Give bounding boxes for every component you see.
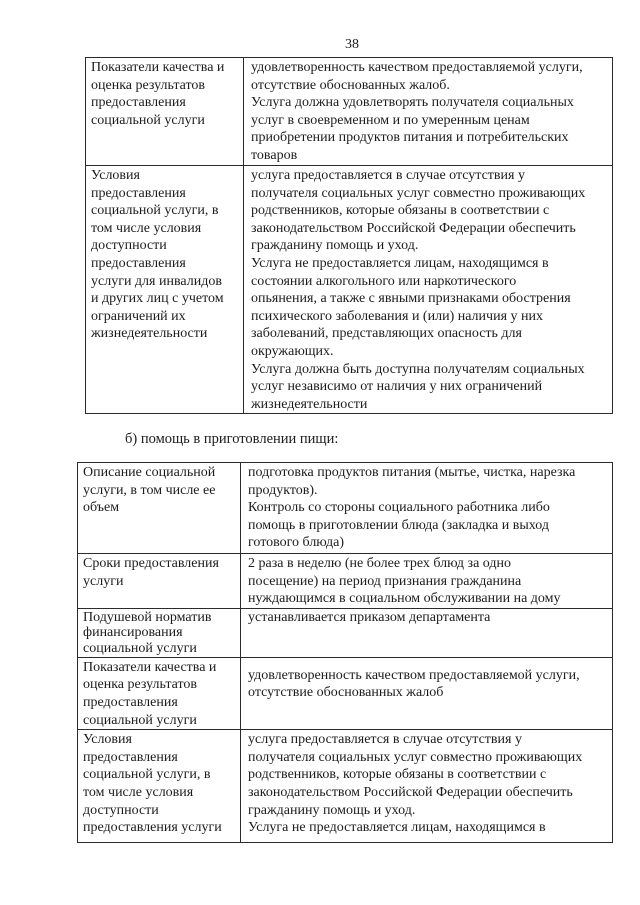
row-label: Описание социальной услуги, в том числе ее объем [78,463,241,554]
service-table-continued [85,57,613,414]
table-row-conditions [78,730,613,843]
table-row-terms [78,554,613,609]
row-label: Показатели качества и оценка результатов предоставления социальной услуги [78,657,241,729]
section-heading: б) помощь в приготовлении пищи: [125,431,339,447]
page-number: 38 [345,37,359,52]
table-row-quality-indicators [78,657,613,729]
row-label: Условия предоставления социальной услуги, в том числе условия доступности предоставления услуги [78,730,241,843]
row-label: Условия предоставления социальной услуги, в том числе условия доступности предоставления услуги для инвалидов и других лиц с учетом ограничений их жизнедеятельности [86,166,244,414]
table-row-funding-norm [78,608,613,657]
row-value: 2 раза в неделю (не более трех блюд за одно посещение) на период признания гражданина нуждающимся в социальном обслуживании на дому [241,554,613,609]
row-value: услуга предоставляется в случае отсутствия у получателя социальных услуг совместно проживающих родственников, которые обязаны в соответствии с законодательством Российской Федерации обеспечить гражданину помощь и уход. Услуга не предоставляется лицам, находящимся в состоянии алкогольного или наркотического опьянения, а также с явными признаками обострения психического заболевания и (или) наличия у них заболеваний, представляющих опасность для окружающих. Услуга должна быть доступна получателям социальных услуг независимо от наличия у них ограничений жизнедеятельности [244,166,613,414]
row-label: Сроки предоставления услуги [78,554,241,609]
row-value: подготовка продуктов питания (мытье, чистка, нарезка продуктов). Контроль со стороны социального работника либо помощь в приготовлении блюда (закладка и выход готового блюда) [241,463,613,554]
service-table-cooking-help [77,462,613,843]
table-row-description [78,463,613,554]
row-value: удовлетворенность качеством предоставляемой услуги, отсутствие обоснованных жалоб. Услуга должна удовлетворять получателя социальных услуг в своевременном и по умеренным ценам приобретении продуктов питания и потребительских товаров [244,58,613,166]
row-value: услуга предоставляется в случае отсутствия у получателя социальных услуг совместно проживающих родственников, которые обязаны в соответствии с законодательством Российской Федерации обеспечить гражданину помощь и уход. Услуга не предоставляется лицам, находящимся в [241,730,613,843]
table-row-quality-indicators [86,58,613,166]
row-label: Подушевой норматив финансирования социальной услуги [78,608,241,657]
row-label: Показатели качества и оценка результатов предоставления социальной услуги [86,58,244,166]
row-value: устанавливается приказом департамента [241,608,613,657]
row-value: удовлетворенность качеством предоставляемой услуги, отсутствие обоснованных жалоб [241,657,613,729]
table-row-conditions [86,166,613,414]
